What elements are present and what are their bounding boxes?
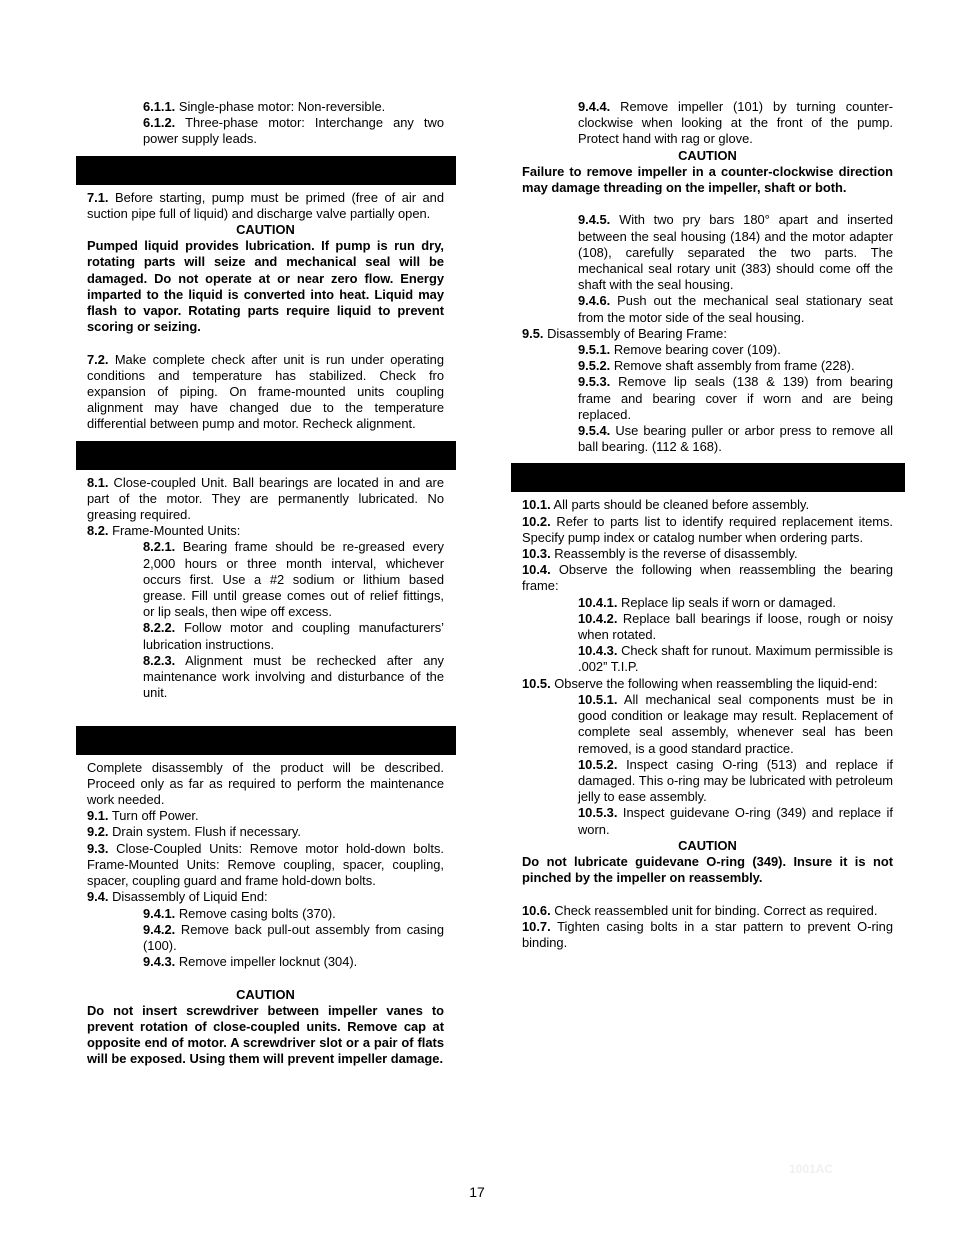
document-code: 1001AC xyxy=(789,1162,834,1176)
paragraph-number: 7.1. xyxy=(87,189,109,205)
section-header-bar xyxy=(511,463,905,492)
paragraph-number: 10.4.2. xyxy=(578,610,618,626)
paragraph-text: With two pry bars 180° apart and inserted between the seal housing (184) and the motor adapter (108), carefully separated the two parts. The mechanical seal rotary unit (383) should come off the shaft with the seal housing. xyxy=(578,212,893,293)
numbered-paragraph xyxy=(522,611,893,643)
paragraph-text: Observe the following when reassembling the liquid-end: xyxy=(550,675,878,691)
right-column xyxy=(522,99,893,951)
paragraph-text: Remove casing bolts (370). xyxy=(175,905,336,921)
section-header-bar xyxy=(76,441,456,470)
spacer xyxy=(87,701,444,717)
spacer xyxy=(522,196,893,212)
numbered-paragraph xyxy=(87,906,444,922)
paragraph-number: 9.5.3. xyxy=(578,374,611,390)
paragraph-text: Remove bearing cover (109). xyxy=(610,342,781,358)
paragraph-number: 6.1.2. xyxy=(143,115,176,131)
paragraph-text: Alignment must be rechecked after any maintenance work involving and disturbance of the unit. xyxy=(143,652,444,701)
paragraph-text: Drain system. Flush if necessary. xyxy=(108,824,301,840)
numbered-paragraph xyxy=(522,358,893,374)
numbered-paragraph xyxy=(522,374,893,423)
paragraph-number: 9.1. xyxy=(87,808,109,824)
paragraph-text: Check reassembled unit for binding. Correct as required. xyxy=(550,902,878,918)
numbered-paragraph xyxy=(87,190,444,222)
numbered-paragraph xyxy=(87,352,444,433)
paragraph-number: 9.2. xyxy=(87,824,109,840)
paragraph-text: All parts should be cleaned before assembly. xyxy=(550,497,810,513)
page-number: 17 xyxy=(469,1184,485,1200)
paragraph-text: Remove back pull-out assembly from casing (100). xyxy=(143,921,444,953)
paragraph-number: 9.4.5. xyxy=(578,212,611,228)
numbered-paragraph xyxy=(87,523,444,539)
paragraph-text: Reassembly is the reverse of disassembly. xyxy=(550,546,798,562)
paragraph-number: 9.3. xyxy=(87,840,109,856)
numbered-paragraph xyxy=(522,342,893,358)
numbered-paragraph xyxy=(87,808,444,824)
paragraph-number: 10.3. xyxy=(522,546,551,562)
paragraph-text: Remove impeller (101) by turning counter-clockwise when looking at the front of the pump. Protect hand with rag or glove. xyxy=(578,99,893,147)
caution-text: Pumped liquid provides lubrication. If pump is run dry, rotating parts will seize and mechanical seal will be damaged. Do not operate at or near zero flow. Energy imparted to the liquid is converted into heat. Liquid may flash to vapor. Rotating parts require liquid to prevent scoring or seizing. xyxy=(87,238,444,335)
paragraph-number: 10.4.1. xyxy=(578,594,618,610)
caution-text: Do not insert screwdriver between impeller vanes to prevent rotation of close-coupled units. Remove cap at opposite end of motor. A screwdriver slot or a pair of flats will be exposed. Using them will prevent impeller damage. xyxy=(87,1002,444,1067)
numbered-paragraph xyxy=(522,423,893,455)
left-column xyxy=(87,99,444,1068)
paragraph-text: Remove lip seals (138 & 139) from bearing frame and bearing cover if worn and are being replaced. xyxy=(578,374,893,422)
paragraph-text: Tighten casing bolts in a star pattern to prevent O-ring binding. xyxy=(522,918,893,950)
paragraph-number: 10.5.1. xyxy=(578,691,618,707)
paragraph-number: 10.4.3. xyxy=(578,643,618,659)
paragraph-number: 9.4.4. xyxy=(578,99,611,114)
caution-heading: CAUTION xyxy=(678,837,737,853)
numbered-paragraph xyxy=(522,595,893,611)
paragraph-number: 7.2. xyxy=(87,351,109,367)
paragraph-text: Frame-Mounted Units: xyxy=(108,523,241,539)
spacer xyxy=(522,886,893,902)
paragraph-number: 8.2.1. xyxy=(143,539,176,555)
numbered-paragraph xyxy=(522,497,893,513)
paragraph-number: 9.4.6. xyxy=(578,293,611,309)
numbered-paragraph xyxy=(522,99,893,148)
paragraph-number: 8.2.2. xyxy=(143,620,176,636)
paragraph-number: 9.4.2. xyxy=(143,921,176,937)
numbered-paragraph xyxy=(522,805,893,837)
numbered-paragraph xyxy=(87,922,444,954)
caution-text: Do not lubricate guidevane O-ring (349). Insure it is not pinched by the impeller on reassembly. xyxy=(522,853,893,886)
caution-heading: CAUTION xyxy=(236,222,295,238)
paragraph-number: 10.1. xyxy=(522,497,551,513)
paragraph-text: Disassembly of Bearing Frame: xyxy=(543,325,727,341)
paragraph-text: Follow motor and coupling manufacturers’ lubrication instructions. xyxy=(143,620,444,652)
paragraph-text: Make complete check after unit is run under operating conditions and temperature has stabilized. Check fro expansion of piping. On frame-mounted units coupling alignment may have changed due to the temperature differential between pump and motor. Recheck alignment. xyxy=(87,351,444,432)
paragraph-text: Push out the mechanical seal stationary seat from the motor side of the seal housing. xyxy=(578,293,893,325)
paragraph-number: 8.2. xyxy=(87,523,109,539)
numbered-paragraph xyxy=(87,824,444,840)
numbered-paragraph xyxy=(87,653,444,702)
paragraph-text: Check shaft for runout. Maximum permissible is .002” T.I.P. xyxy=(578,643,893,675)
numbered-paragraph xyxy=(87,954,444,970)
paragraph-text: Turn off Power. xyxy=(108,808,199,824)
paragraph-number: 9.4.3. xyxy=(143,954,176,970)
paragraph-text: All mechanical seal components must be in good condition or leakage may result. Replacement of complete seal assembly, whenever seal has been removed, is a good standard practice. xyxy=(578,691,893,756)
paragraph-number: 10.5.3. xyxy=(578,805,618,821)
paragraph-text: Observe the following when reassembling the bearing frame: xyxy=(522,562,893,594)
numbered-paragraph xyxy=(87,539,444,620)
paragraph-number: 9.4. xyxy=(87,889,109,905)
paragraph-number: 9.5.2. xyxy=(578,358,611,374)
paragraph-number: 10.5.2. xyxy=(578,756,618,772)
numbered-paragraph xyxy=(87,889,444,905)
paragraph-number: 8.1. xyxy=(87,474,109,490)
numbered-paragraph xyxy=(522,212,893,293)
paragraph-number: 10.5. xyxy=(522,675,551,691)
numbered-paragraph xyxy=(87,475,444,524)
paragraph-text: Use bearing puller or arbor press to remove all ball bearing. (112 & 168). xyxy=(578,423,893,455)
paragraph-text: Three-phase motor: Interchange any two power supply leads. xyxy=(143,115,444,147)
numbered-paragraph xyxy=(522,562,893,594)
paragraph-text: Remove impeller locknut (304). xyxy=(175,954,358,970)
paragraph-text: Complete disassembly of the product will be described. Proceed only as far as required to perform the maintenance work needed. xyxy=(87,759,444,808)
paragraph-number: 9.5.4. xyxy=(578,423,611,439)
numbered-paragraph xyxy=(522,692,893,757)
paragraph-number: 10.4. xyxy=(522,562,551,578)
section-header-bar xyxy=(76,156,456,185)
caution-heading: CAUTION xyxy=(236,986,295,1002)
section-header-bar xyxy=(76,726,456,755)
numbered-paragraph xyxy=(87,99,444,115)
paragraph-number: 9.4.1. xyxy=(143,905,176,921)
numbered-paragraph xyxy=(522,643,893,675)
spacer xyxy=(87,970,444,986)
numbered-paragraph xyxy=(87,620,444,652)
paragraph-number: 10.7. xyxy=(522,918,551,934)
caution-text: Failure to remove impeller in a counter-clockwise direction may damage threading on the impeller, shaft or both. xyxy=(522,163,893,196)
paragraph-text: Replace ball bearings if loose, rough or noisy when rotated. xyxy=(578,610,893,643)
numbered-paragraph xyxy=(522,514,893,546)
numbered-paragraph xyxy=(87,115,444,147)
spacer xyxy=(87,335,444,351)
paragraph-number: 10.2. xyxy=(522,513,551,529)
paragraph-number: 8.2.3. xyxy=(143,652,176,668)
paragraph-text: Replace lip seals if worn or damaged. xyxy=(617,594,836,610)
numbered-paragraph xyxy=(522,546,893,562)
paragraph-text: Disassembly of Liquid End: xyxy=(108,889,268,905)
numbered-paragraph xyxy=(522,676,893,692)
numbered-paragraph xyxy=(87,841,444,890)
numbered-paragraph xyxy=(522,293,893,325)
paragraph-number: 10.6. xyxy=(522,902,551,918)
numbered-paragraph xyxy=(522,326,893,342)
numbered-paragraph xyxy=(522,903,893,919)
numbered-paragraph xyxy=(522,919,893,951)
paragraph-text: Single-phase motor: Non-reversible. xyxy=(175,99,386,114)
paragraph-text: Before starting, pump must be primed (free of air and suction pipe full of liquid) and discharge valve partially open. xyxy=(87,189,444,221)
caution-heading: CAUTION xyxy=(678,147,737,163)
paragraph-text: Close-coupled Unit. Ball bearings are located in and are part of the motor. They are permanently lubricated. No greasing required. xyxy=(87,474,444,523)
paragraph-number: 6.1.1. xyxy=(143,99,176,114)
paragraph-text: Inspect guidevane O-ring (349) and replace if worn. xyxy=(578,805,893,837)
paragraph-text: Refer to parts list to identify required replacement items. Specify pump index or catalog number when ordering parts. xyxy=(522,513,893,545)
paragraph-number: 9.5. xyxy=(522,325,544,341)
paragraph-text: Bearing frame should be re-greased every 2,000 hours or three month interval, whichever occurs first. Use a #2 sodium or lithium based grease. Fill until grease comes out of relief fittings, or lip seals, then wipe off excess. xyxy=(143,539,444,620)
paragraph-text: Close-Coupled Units: Remove motor hold-down bolts. Frame-Mounted Units: Remove coupling, spacer, coupling, spacer, coupling guard and frame hold-down bolts. xyxy=(87,840,444,889)
paragraph xyxy=(87,760,444,809)
numbered-paragraph xyxy=(522,757,893,806)
paragraph-number: 9.5.1. xyxy=(578,342,611,358)
paragraph-text: Inspect casing O-ring (513) and replace if damaged. This o-ring may be lubricated with petroleum jelly to ease assembly. xyxy=(578,756,893,805)
paragraph-text: Remove shaft assembly from frame (228). xyxy=(610,358,855,374)
